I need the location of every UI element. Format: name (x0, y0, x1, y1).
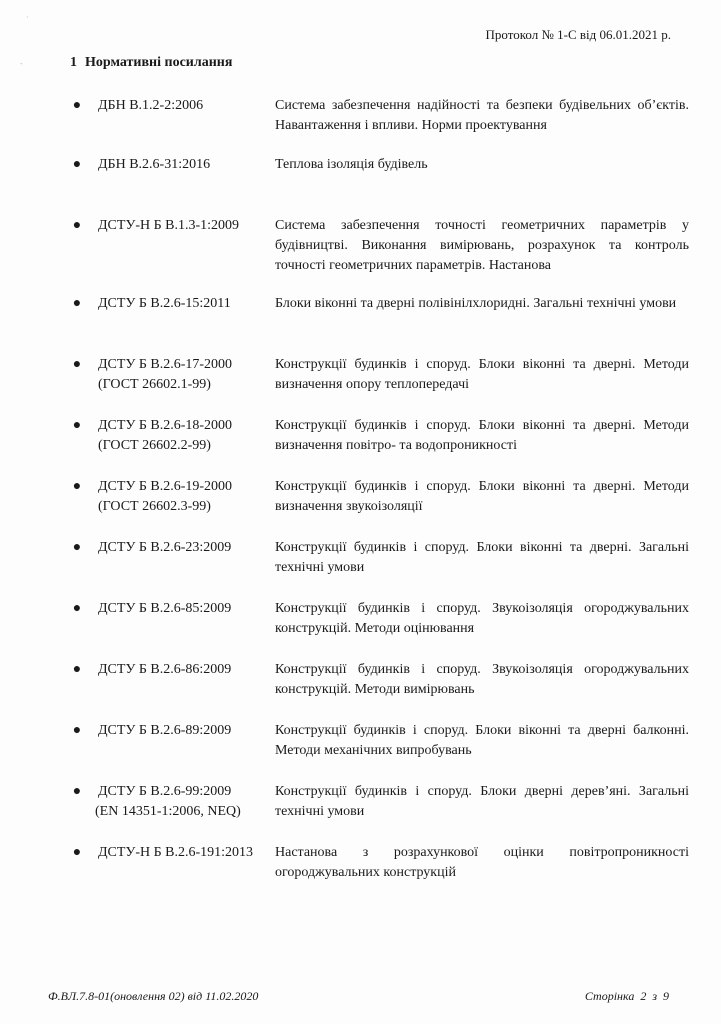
standard-description: Система забезпечення точності геометричних параметрів у будівництві. Виконання вимірювань, розрахунок та контроль точності геометричних параметрів. Настанова (275, 218, 689, 273)
standard-description: Конструкції будинків і споруд. Звукоізоляція огороджувальних конструкцій. Методи вимірювань (275, 662, 689, 697)
bullet-icon: ● (72, 357, 82, 372)
standard-code: ДСТУ Б В.2.6-19-2000 (ГОСТ 26602.3-99) (98, 477, 268, 517)
scan-artifact: - (20, 59, 23, 68)
standard-description: Система забезпечення надійності та безпеки будівельних об’єктів. Навантаження і впливи. Норми проектування (275, 98, 689, 133)
standard-code: ДБН В.2.6-31:2016 (98, 157, 211, 172)
bullet-icon: ● (72, 845, 82, 860)
protocol-header: Протокол № 1-С від 06.01.2021 р. (485, 27, 671, 42)
standard-code: ДСТУ-Н Б В.2.6-191:2013 (98, 845, 254, 860)
bullet-icon: ● (72, 662, 82, 677)
bullet-icon: ● (72, 418, 82, 433)
bullet-icon: ● (72, 784, 82, 799)
bullet-icon: ● (72, 479, 82, 494)
page-number: Сторінка 2 з 9 (584, 989, 669, 1003)
standard-code: ДСТУ Б В.2.6-23:2009 (98, 540, 232, 555)
standard-description: Блоки віконні та дверні полівінілхлоридні. Загальні технічні умови (275, 296, 677, 311)
bullet-icon: ● (72, 218, 82, 233)
section-number: 1 (70, 55, 77, 70)
bullet-icon: ● (72, 723, 82, 738)
section-title: Нормативні посилання (85, 55, 233, 70)
bullet-icon: ● (72, 540, 82, 555)
bullet-icon: ● (72, 98, 82, 113)
bullet-icon: ● (72, 296, 82, 311)
scan-artifact: · (26, 13, 29, 22)
standard-code: ДСТУ Б В.2.6-89:2009 (98, 723, 232, 738)
standard-code: ДСТУ Б В.2.6-85:2009 (98, 601, 232, 616)
standard-description: Конструкції будинків і споруд. Блоки віконні та дверні. Загальні технічні умови (275, 540, 689, 575)
form-code: Ф.ВЛ.7.8-01(оновлення 02) від 11.02.2020 (48, 989, 259, 1003)
standard-code: ДСТУ Б В.2.6-86:2009 (98, 662, 232, 677)
standard-code-alt: (ГОСТ 26602.2-99) (98, 438, 211, 453)
bullet-icon: ● (72, 157, 82, 172)
bullet-icon: ● (72, 601, 82, 616)
standard-code-alt: (EN 14351-1:2006, NEQ) (95, 804, 241, 819)
standard-code-alt: (ГОСТ 26602.3-99) (98, 499, 211, 514)
standard-code: ДСТУ-Н Б В.1.3-1:2009 (98, 218, 240, 233)
standard-description: Теплова ізоляція будівель (275, 157, 428, 172)
standard-description: Конструкції будинків і споруд. Блоки віконні та дверні. Методи визначення повітро- та водопроникності (275, 418, 689, 453)
standard-code: ДСТУ Б В.2.6-17-2000 (ГОСТ 26602.1-99) (98, 355, 268, 395)
standard-description: Конструкції будинків і споруд. Блоки віконні та дверні балконні. Методи механічних випробувань (275, 723, 689, 758)
standard-code-alt: (ГОСТ 26602.1-99) (98, 377, 211, 392)
standard-code: ДСТУ Б В.2.6-99:2009 (EN 14351-1:2006, NEQ) (98, 782, 268, 822)
standard-description: Конструкції будинків і споруд. Звукоізоляція огороджувальних конструкцій. Методи оцінювання (275, 601, 689, 636)
standard-description: Конструкції будинків і споруд. Блоки віконні та дверні. Методи визначення опору теплопередачі (275, 357, 689, 392)
standard-code: ДСТУ Б В.2.6-18-2000 (ГОСТ 26602.2-99) (98, 416, 268, 456)
standard-code: ДБН В.1.2-2:2006 (98, 98, 204, 113)
standard-description: Настанова з розрахункової оцінки повітропроникності огороджувальних конструкцій (275, 845, 689, 880)
standard-description: Конструкції будинків і споруд. Блоки віконні та дверні. Методи визначення звукоізоляції (275, 479, 689, 514)
standard-code: ДСТУ Б В.2.6-15:2011 (98, 296, 231, 311)
standard-description: Конструкції будинків і споруд. Блоки дверні дерев’яні. Загальні технічні умови (275, 784, 689, 819)
